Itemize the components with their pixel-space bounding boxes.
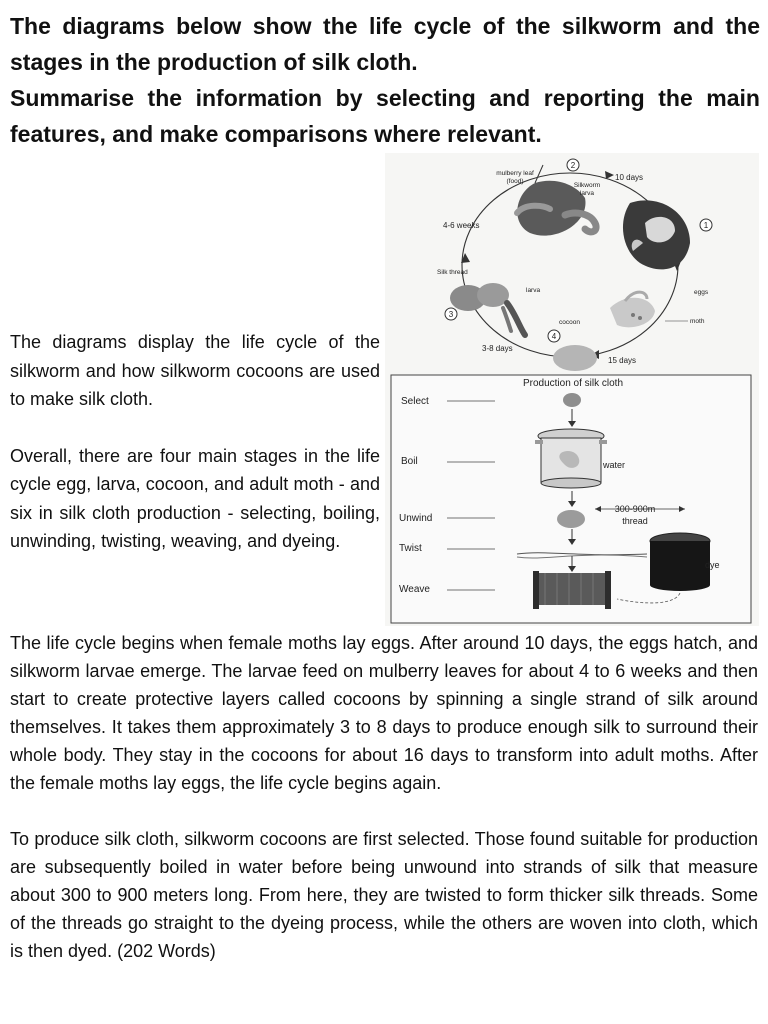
label-thread-length: 300-900m: [614, 504, 656, 514]
label-larva: larva: [526, 287, 541, 294]
boiling-pot-icon: [535, 429, 607, 488]
label-silkworm: Silkworm: [573, 182, 601, 189]
step-weave: Weave: [399, 584, 430, 595]
label-silk-thread: Silk thread: [437, 269, 468, 276]
label-10-days: 10 days: [615, 173, 644, 182]
body-text: [10, 629, 758, 993]
life-cycle-paragraph: The life cycle begins when female moths lay eggs. After around 10 days, the eggs hatch, and silkworm larvae emerge. The larvae feed on mulberry leaves for about 4 to 6 weeks and then start to create protective layers called cocoons by spinning a single strand of silk around themselves. It takes them approximately 3 to 8 days to produce enough silk to surround their whole body. They stay in the cocoons for about 16 days to transform into adult moths. After the female moths lay eggs, the life cycle begins again.: [10, 633, 758, 793]
woven-cloth-icon: [533, 571, 611, 609]
select-cocoon-icon: [563, 393, 581, 407]
production-diagram: [391, 375, 751, 623]
egg-laying-moth-icon: [610, 292, 655, 327]
adult-moth-leaf-icon: [623, 200, 690, 269]
step-twist: Twist: [399, 543, 422, 554]
intro-text: [10, 328, 380, 584]
label-larva-top: larva: [579, 190, 595, 197]
label-moth: moth: [690, 318, 705, 325]
intro-paragraph: The diagrams display the life cycle of the silkworm and how silkworm cocoons are used to make silk cloth.: [10, 332, 380, 409]
label-thread: thread: [622, 516, 648, 526]
label-3-8-days: 3-8 days: [482, 344, 513, 353]
production-title: Production of silk cloth: [522, 378, 624, 389]
label-water: water: [603, 460, 626, 470]
prompt-line-1: The diagrams below show the life cycle of the silkworm and the stages in the production of silk cloth.: [10, 13, 760, 75]
step-select: Select: [401, 396, 429, 407]
dye-pot-icon: [650, 533, 710, 591]
life-cycle-diagram: [437, 159, 712, 371]
prompt-line-2: Summarise the information by selecting and reporting the main features, and make comparisons where relevant.: [10, 85, 760, 147]
unwind-cocoon-icon: [557, 510, 585, 528]
label-mulberry-leaf: mulberry leaf: [496, 170, 534, 177]
stage-number-2: 2: [570, 161, 576, 170]
label-cocoon: cocoon: [559, 319, 580, 326]
step-boil: Boil: [401, 456, 418, 467]
overview-paragraph: Overall, there are four main stages in the life cycle egg, larva, cocoon, and adult moth - and six in silk cloth production - selecting, boiling, unwinding, twisting, weaving, and dyeing.: [10, 445, 380, 551]
silkworm-diagram: [385, 153, 759, 626]
question-prompt: [10, 8, 760, 152]
stage-number-1: 1: [703, 221, 709, 230]
stage-number-3: 3: [448, 310, 454, 319]
stage-number-4: 4: [551, 332, 557, 341]
label-4-6-weeks: 4-6 weeks: [443, 221, 480, 230]
step-unwind: Unwind: [399, 513, 433, 524]
label-eggs: eggs: [694, 289, 709, 296]
production-paragraph: To produce silk cloth, silkworm cocoons are first selected. Those found suitable for production are subsequently boiled in water before being unwound into strands of silk that measure about 300 to 900 meters long. From here, they are twisted to form thicker silk threads. Some of the threads go straight to the dyeing process, while the others are woven into cloth, which is then dyed. (202 Words): [10, 829, 758, 961]
label-food: (food): [506, 178, 524, 185]
spinning-larvae-icon: [450, 283, 525, 335]
label-15-days: 15 days: [608, 356, 637, 365]
cocoon-icon: [553, 345, 597, 371]
label-dye: dye: [705, 560, 720, 570]
